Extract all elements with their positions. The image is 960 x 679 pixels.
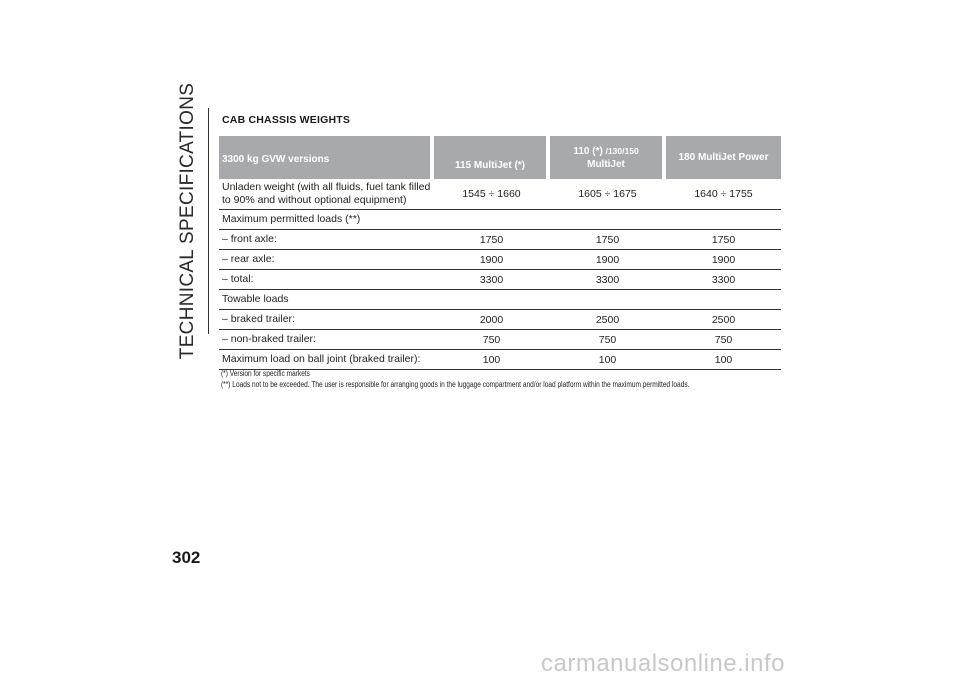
header-col2-line1: 110 (*) — [573, 145, 606, 157]
header-110-130-150-multijet — [550, 136, 662, 179]
sidebar-divider — [208, 108, 209, 334]
header-versions: 3300 kg GVW versions — [219, 136, 430, 179]
row-value-180: 1640 ÷ 1755 — [694, 188, 753, 200]
row-value-180: 1750 — [711, 233, 736, 246]
row-value-110: 3300 — [595, 273, 620, 286]
footnote-single-star: (*) Version for specific markets — [221, 369, 310, 378]
row-value-110: 2500 — [595, 313, 620, 326]
table-row — [219, 350, 781, 370]
section-title: CAB CHASSIS WEIGHTS — [222, 114, 351, 126]
table-row — [219, 290, 781, 310]
row-value-115: 1750 — [479, 233, 504, 246]
row-label: – front axle: — [222, 233, 277, 245]
row-value-110: 100 — [598, 353, 617, 366]
row-value-180: 3300 — [711, 273, 736, 286]
weights-table — [219, 136, 781, 370]
row-value-115: 1900 — [479, 253, 504, 266]
table-row — [219, 250, 781, 270]
row-label: Maximum permitted loads (**) — [222, 213, 361, 225]
section-sidebar-title — [171, 82, 205, 360]
row-value-180: 1900 — [711, 253, 736, 266]
row-label: – non-braked trailer: — [222, 333, 316, 345]
row-value-110: 1605 ÷ 1675 — [578, 188, 637, 200]
table-row — [219, 310, 781, 330]
row-value-115: 1545 ÷ 1660 — [462, 188, 521, 200]
row-label: Towable loads — [222, 293, 289, 305]
table-row — [219, 179, 781, 210]
footnotes — [221, 368, 792, 390]
row-value-110: 1750 — [595, 233, 620, 246]
row-value-115: 750 — [482, 333, 501, 346]
row-value-180: 2500 — [711, 313, 736, 326]
row-value-110: 1900 — [595, 253, 620, 266]
table-row — [219, 270, 781, 290]
watermark: carmanualsonline.info — [541, 650, 785, 677]
row-value-115: 100 — [482, 353, 501, 366]
row-label: Unladen weight (with all fluids, fuel tank filled to 90% and without optional equipment) — [222, 181, 431, 206]
page-number: 302 — [172, 548, 201, 567]
header-180-multijet-power: 180 MultiJet Power — [666, 136, 781, 179]
row-value-110: 750 — [598, 333, 617, 346]
header-col2-small: /130/150 — [605, 145, 639, 156]
footnote-double-star: (**) Loads not to be exceeded. The user is responsible for arranging goods in the luggage compartment and/or load platform within the maximum permitted loads. — [221, 380, 690, 389]
row-value-115: 3300 — [479, 273, 504, 286]
header-115-multijet: 115 MultiJet (*) — [434, 136, 546, 179]
row-value-180: 750 — [714, 333, 733, 346]
row-label: – rear axle: — [222, 253, 275, 265]
row-label: – total: — [222, 273, 254, 285]
table-header — [219, 136, 781, 179]
row-label: – braked trailer: — [222, 313, 295, 325]
table-row — [219, 330, 781, 350]
table-row — [219, 210, 781, 230]
side-title-text: TECHNICAL SPECIFICATIONS — [177, 82, 198, 360]
row-value-180: 100 — [714, 353, 733, 366]
table-row — [219, 230, 781, 250]
row-label: Maximum load on ball joint (braked trailer): — [222, 353, 421, 365]
header-col2-line2: MultiJet — [587, 158, 625, 170]
row-value-115: 2000 — [479, 313, 504, 326]
